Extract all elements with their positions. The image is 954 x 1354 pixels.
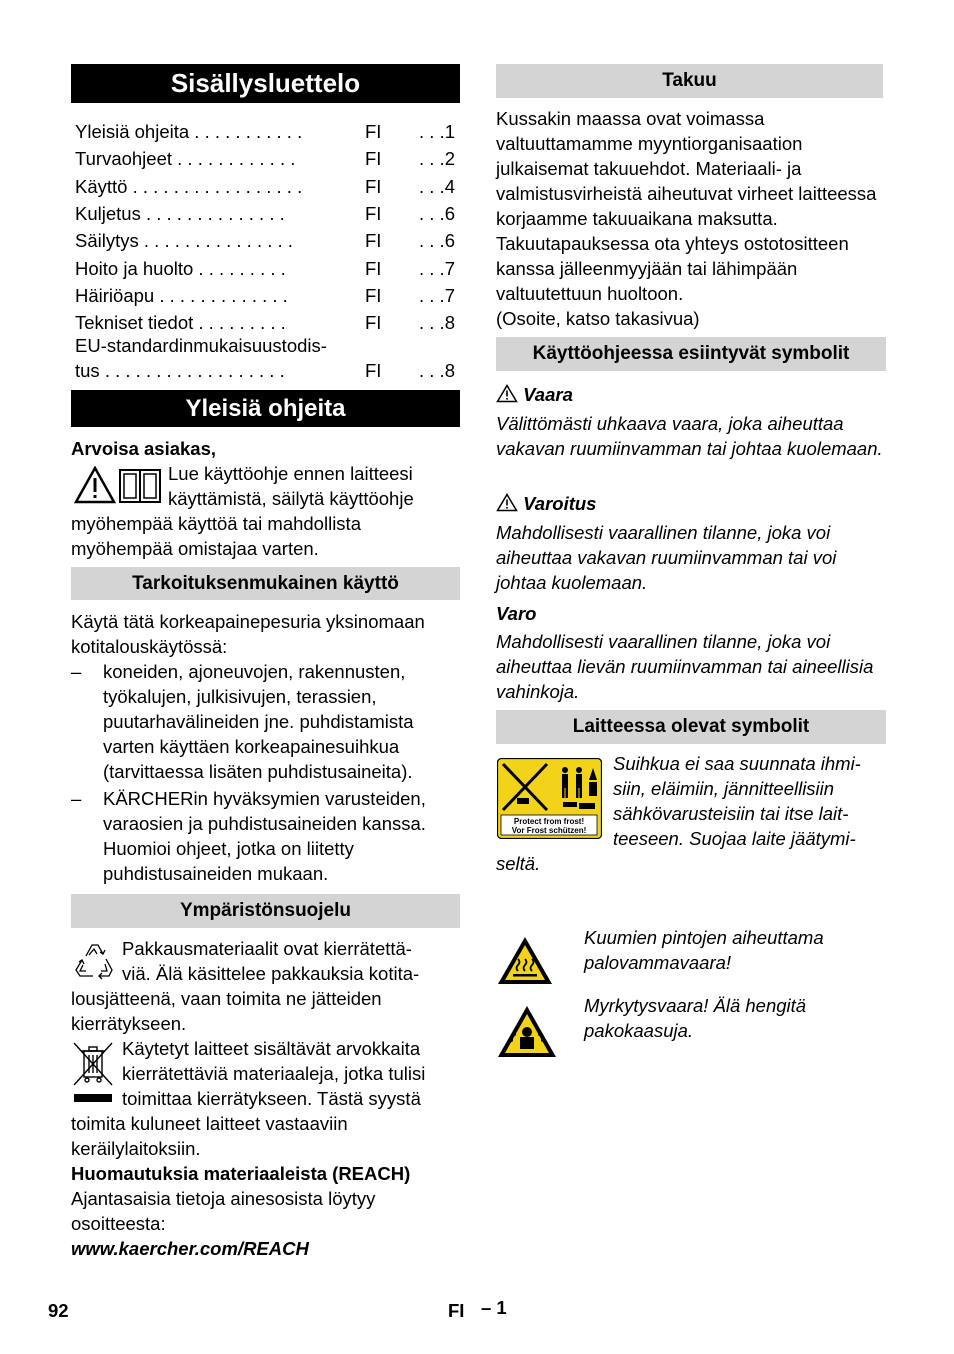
weee-line2: kierrätettäviä materiaaleja, jotka tulisi xyxy=(122,1063,426,1084)
list-item xyxy=(71,786,457,886)
general-intro-line2: käyttämistä, säilytä käyttöohje xyxy=(168,488,414,509)
list-item-text: KÄRCHERin hyväksymien varusteiden, varaosien ja puhdistusaineiden kanssa. Huomioi ohjeet, jotka on liitetty puhdistusaineiden mukaan. xyxy=(103,788,426,884)
toc-entry-page: . . .6 xyxy=(419,202,455,224)
poison-text: Myrkytysvaara! Älä hengitä pakokaasuja. xyxy=(584,995,807,1041)
toc-entry-language: FI xyxy=(365,360,382,382)
toc-row[interactable] xyxy=(75,255,455,282)
toc-heading: Sisällysluettelo xyxy=(71,64,460,103)
poison-gas-icon xyxy=(496,1004,558,1060)
warning-label-row xyxy=(496,491,596,516)
warning-text: Mahdollisesti vaarallinen tilanne, joka voi aiheuttaa vakavan ruumiinvamman tai voi johtaa kuolemaan. xyxy=(496,522,837,593)
weee-line1: Käytetyt laitteet sisältävät arvokkaita xyxy=(122,1038,421,1059)
list-dash: – xyxy=(71,788,82,809)
recycle-line2: viä. Älä käsittelee pakkauksia kotita- xyxy=(122,963,420,984)
toc-row[interactable] xyxy=(75,118,455,145)
toc-row[interactable] xyxy=(75,200,455,227)
recycle-icon-svg xyxy=(72,940,116,980)
caution-label: Varo xyxy=(496,603,537,624)
intended-use-heading: Tarkoituksenmukainen käyttö xyxy=(71,567,460,600)
list-item-text: koneiden, ajoneuvojen, rakennusten, työkalujen, julkisivujen, terassien, puutarhavälineiden jne. puhdistamista varten käyttäen korkeapainesuihkua (tarvittaessa lisäten puhdistusaineita). xyxy=(103,661,414,782)
list-dash: – xyxy=(71,661,82,682)
toc-entry-label: Käyttö . . . . . . . . . . . . . . . . . xyxy=(75,175,303,197)
weee-rest: toimita kuluneet laitteet vastaaviin keräilylaitoksiin. xyxy=(71,1113,348,1159)
toc-entry-label: Tekniset tiedot . . . . . . . . . xyxy=(75,312,286,334)
toc-entry-label: tus . . . . . . . . . . . . . . . . . . xyxy=(75,360,285,382)
recycle-rest: lousjätteenä, vaan toimita ne jätteiden kierrätykseen. xyxy=(71,988,382,1034)
device-symbols-heading: Laitteessa olevat symbolit xyxy=(496,710,886,744)
reach-url-link[interactable]: www.kaercher.com/REACH xyxy=(71,1238,309,1259)
crossed-bin-icon xyxy=(72,1041,114,1107)
toc-entry-page: . . .7 xyxy=(419,257,455,279)
toc-row[interactable] xyxy=(75,282,455,309)
toc-row[interactable] xyxy=(75,173,455,200)
toc-entry-label: Turvaohjeet . . . . . . . . . . . . xyxy=(75,148,296,170)
toc-entry-page: . . .2 xyxy=(419,148,455,170)
recycle-icon xyxy=(72,940,116,980)
danger-label-row xyxy=(496,382,573,407)
toc-entry-language: FI xyxy=(365,121,382,142)
jet-line3: sähkövarusteisiin tai itse lait- xyxy=(613,803,849,824)
jet-line1: Suihkua ei saa suunnata ihmi- xyxy=(613,753,861,774)
warranty-text: Kussakin maassa ovat voimassa valtuuttamamme myyntiorganisaation julkaisemat takuuehdot. Materiaali- ja valmistusvirheistä aiheutuvat virheet laitteessa korjaamme takuuaikana maksutta. Takuutapauksessa ota yhteys ostotositteen kanssa jälleenmyyjään tai lähimpään valtuutettuun huoltoon. xyxy=(496,108,877,304)
toc-entry-language: FI xyxy=(365,257,382,279)
recycle-line1: Pakkausmateriaalit ovat kierrätettä- xyxy=(122,938,412,959)
jet-rest: seltä. xyxy=(496,853,541,874)
weee-bin-icon xyxy=(72,1041,114,1107)
warning-small-icon xyxy=(496,493,518,512)
hot-surface-text: Kuumien pintojen aiheuttama palovammavaara! xyxy=(584,927,824,973)
reach-text: Ajantasaisia tietoja ainesosista löytyy osoitteesta: xyxy=(71,1188,376,1234)
toc-row[interactable] xyxy=(75,357,455,384)
warranty-address: (Osoite, katso takasivua) xyxy=(496,308,700,329)
hot-surface-warning-icon xyxy=(496,935,554,987)
toc-entry-language: FI xyxy=(365,202,382,224)
sticker-text-line2: Vor Frost schützen! xyxy=(511,826,587,835)
toc-row[interactable] xyxy=(75,227,455,254)
warning-label: Varoitus xyxy=(523,493,597,514)
toc-entry-label: Hoito ja huolto . . . . . . . . . xyxy=(75,257,286,279)
caution-text: Mahdollisesti vaarallinen tilanne, joka voi aiheuttaa lievän ruumiinvamman tai aineellisia vahinkoja. xyxy=(496,631,874,702)
toc-entry-language: FI xyxy=(365,148,382,170)
frost-jet-sticker-icon xyxy=(497,758,602,839)
list-item xyxy=(71,659,457,784)
toc-row[interactable] xyxy=(75,145,455,172)
weee-line3: toimittaa kierrätykseen. Tästä syystä xyxy=(122,1088,421,1109)
salutation: Arvoisa asiakas, xyxy=(71,438,217,459)
danger-label: Vaara xyxy=(523,384,573,405)
warning-triangle-book-icon xyxy=(74,466,162,504)
danger-text: Välittömästi uhkaava vaara, joka aiheuttaa vakavan ruumiinvamman tai johtaa kuolemaan. xyxy=(496,413,883,459)
general-intro-line1: Lue käyttöohje ennen laitteesi xyxy=(168,463,413,484)
footer-sub-page: – 1 xyxy=(481,1297,507,1318)
table-of-contents xyxy=(71,118,460,388)
toc-entry-language: FI xyxy=(365,230,382,252)
toc-entry-label: Yleisiä ohjeita . . . . . . . . . . . xyxy=(75,121,303,142)
manual-symbols-heading: Käyttöohjeessa esiintyvät symbolit xyxy=(496,337,886,371)
toc-entry-label: Säilytys . . . . . . . . . . . . . . . xyxy=(75,230,293,252)
toc-entry-page: . . .4 xyxy=(419,175,455,197)
toc-entry-label: EU-standardinmukaisuustodis- xyxy=(75,335,327,357)
jet-line4: teeseen. Suojaa laite jäätymi- xyxy=(613,828,856,849)
environment-heading: Ympäristönsuojelu xyxy=(71,894,460,928)
general-intro-rest: myöhempää käyttöä tai mahdollista myöhempää omistajaa varten. xyxy=(71,513,361,559)
toc-entry-language: FI xyxy=(365,284,382,306)
hot-surface-icon xyxy=(496,935,554,987)
toc-entry-page: . . .8 xyxy=(419,360,455,382)
sticker-text-line1: Protect from frost! xyxy=(513,817,585,826)
toc-entry-language: FI xyxy=(365,175,382,197)
toc-entry-page: . . .7 xyxy=(419,284,455,306)
toc-entry-page: . . .1 xyxy=(419,121,455,142)
warning-read-manual-icon xyxy=(74,466,162,504)
reach-heading: Huomautuksia materiaaleista (REACH) xyxy=(71,1163,411,1184)
toc-entry-label: Häiriöapu . . . . . . . . . . . . . xyxy=(75,284,288,306)
footer-language: FI xyxy=(448,1300,465,1321)
toc-row-wrapped-line[interactable] xyxy=(75,335,455,357)
jet-line2: siin, eläimiin, jännitteellisiin xyxy=(613,778,835,799)
footer-page-number: 92 xyxy=(48,1300,69,1321)
toc-entry-label: Kuljetus . . . . . . . . . . . . . . xyxy=(75,202,285,224)
toc-row[interactable] xyxy=(75,309,455,336)
toxic-exhaust-warning-icon xyxy=(496,1004,558,1060)
jet-warning-sticker xyxy=(497,758,602,839)
intended-use-intro: Käytä tätä korkeapainepesuria yksinomaan kotitalouskäytössä: xyxy=(71,611,425,657)
warranty-heading: Takuu xyxy=(496,64,883,98)
toc-entry-page: . . .8 xyxy=(419,312,455,334)
toc-entry-page: . . .6 xyxy=(419,230,455,252)
toc-entry-language: FI xyxy=(365,312,382,334)
intended-use-list xyxy=(71,659,457,886)
warning-small-icon xyxy=(496,384,518,403)
general-heading: Yleisiä ohjeita xyxy=(71,390,460,427)
